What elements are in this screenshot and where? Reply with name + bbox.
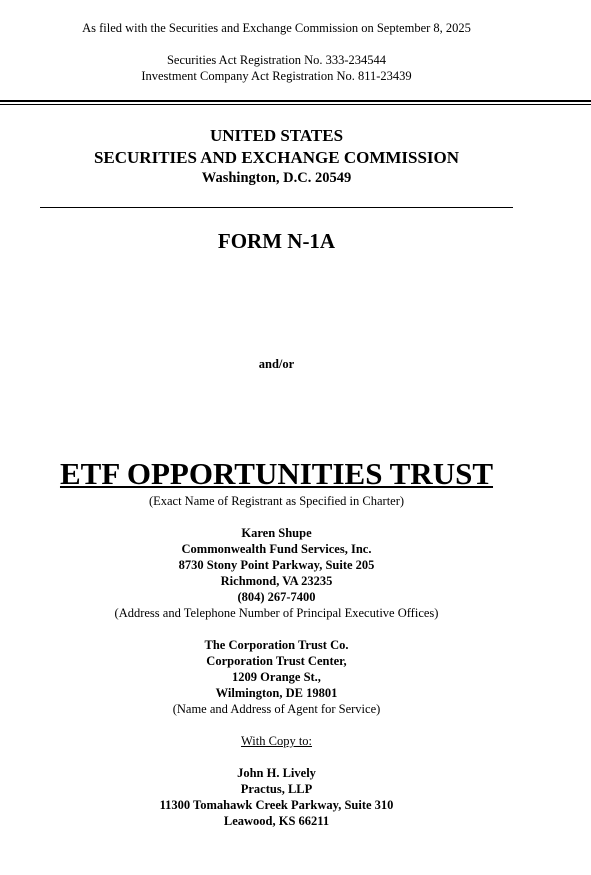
principal-caption: (Address and Telephone Number of Principal Executive Offices) xyxy=(114,606,439,620)
copy-to-label: With Copy to: xyxy=(240,734,313,748)
principal-contact: Karen Shupe xyxy=(241,526,312,540)
double-rule-top xyxy=(0,100,591,102)
form-connector: and/or xyxy=(258,357,295,371)
principal-phone: (804) 267-7400 xyxy=(237,590,316,604)
agent-street: 1209 Orange St., xyxy=(232,670,321,684)
agency-name: SECURITIES AND EXCHANGE COMMISSION xyxy=(93,148,460,167)
copy-city: Leawood, KS 66211 xyxy=(223,814,330,828)
securities-act-registration: Securities Act Registration No. 333-234544 xyxy=(166,53,387,67)
registrant-name-caption: (Exact Name of Registrant as Specified in Charter) xyxy=(148,494,405,508)
agent-name: The Corporation Trust Co. xyxy=(204,638,349,652)
principal-company: Commonwealth Fund Services, Inc. xyxy=(181,542,372,556)
agency-location: Washington, D.C. 20549 xyxy=(201,170,352,186)
investment-company-registration: Investment Company Act Registration No. 811-23439 xyxy=(141,69,412,83)
section-rule xyxy=(40,207,513,208)
copy-to-label-row xyxy=(0,734,553,749)
registrant-name: ETF OPPORTUNITIES TRUST xyxy=(59,456,494,491)
agent-center: Corporation Trust Center, xyxy=(206,654,347,668)
copy-contact: John H. Lively xyxy=(237,766,316,780)
double-rule-bottom xyxy=(0,104,591,105)
agent-caption: (Name and Address of Agent for Service) xyxy=(172,702,381,716)
principal-city: Richmond, VA 23235 xyxy=(220,574,333,588)
agency-country: UNITED STATES xyxy=(209,126,344,145)
agent-city: Wilmington, DE 19801 xyxy=(215,686,338,700)
copy-firm: Practus, LLP xyxy=(240,782,313,796)
form-title: FORM N-1A xyxy=(217,229,336,253)
copy-street: 11300 Tomahawk Creek Parkway, Suite 310 xyxy=(159,798,394,812)
principal-street: 8730 Stony Point Parkway, Suite 205 xyxy=(178,558,375,572)
filing-date-line: As filed with the Securities and Exchange Commission on September 8, 2025 xyxy=(82,21,471,35)
